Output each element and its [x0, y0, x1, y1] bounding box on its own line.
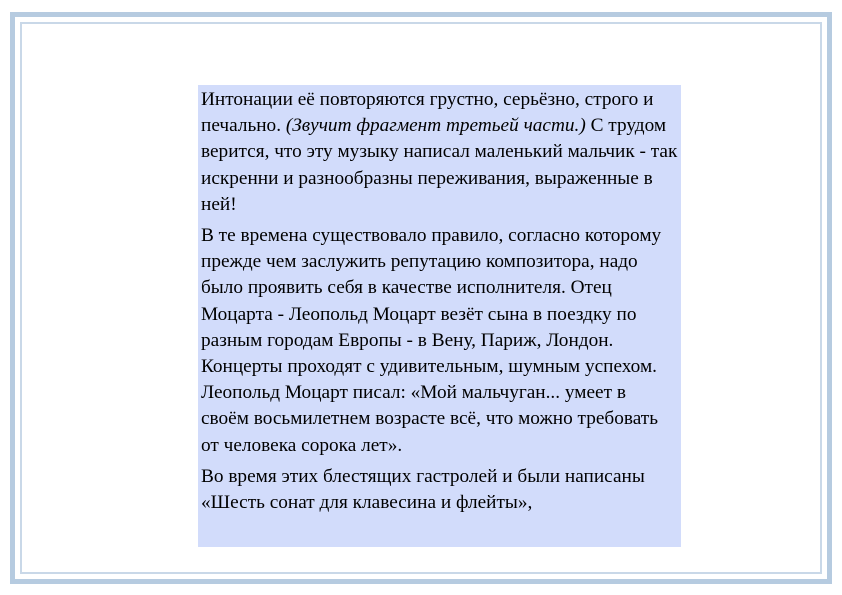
paragraph-1-text-after: С трудом верится, что эту музыку написал маленький мальчик - так искренни и разнообразны переживания, выраженные в ней! [201, 115, 678, 215]
paragraph-3: Во время этих блестящих гастролей и были написаны «Шесть сонат для клавесина и флейты», [201, 465, 645, 514]
paragraph-2: В те времена существовало правило, согласно которому прежде чем заслужить репутацию композитора, надо было проявить себя в качестве исполнителя. Отец Моцарта - Леопольд Моцарт везёт сына в поездку по разным городам Европы - в Вену, Париж, Лондон. Концерты проходят с удивительным, шумным успехом. Леопольд Моцарт писал: «Мой мальчуган... умеет в своём восьмилетнем возрасте всё, что можно требовать от человека сорока лет». [201, 225, 662, 456]
paragraph-1 [201, 87, 678, 218]
paragraph-1-text-before: Интонации её повторяются грустно, серьёзно, строго и печально. [201, 89, 654, 137]
text-box [198, 85, 681, 547]
paragraph-1-italic-note: (Звучит фрагмент третьей части.) [285, 115, 586, 137]
